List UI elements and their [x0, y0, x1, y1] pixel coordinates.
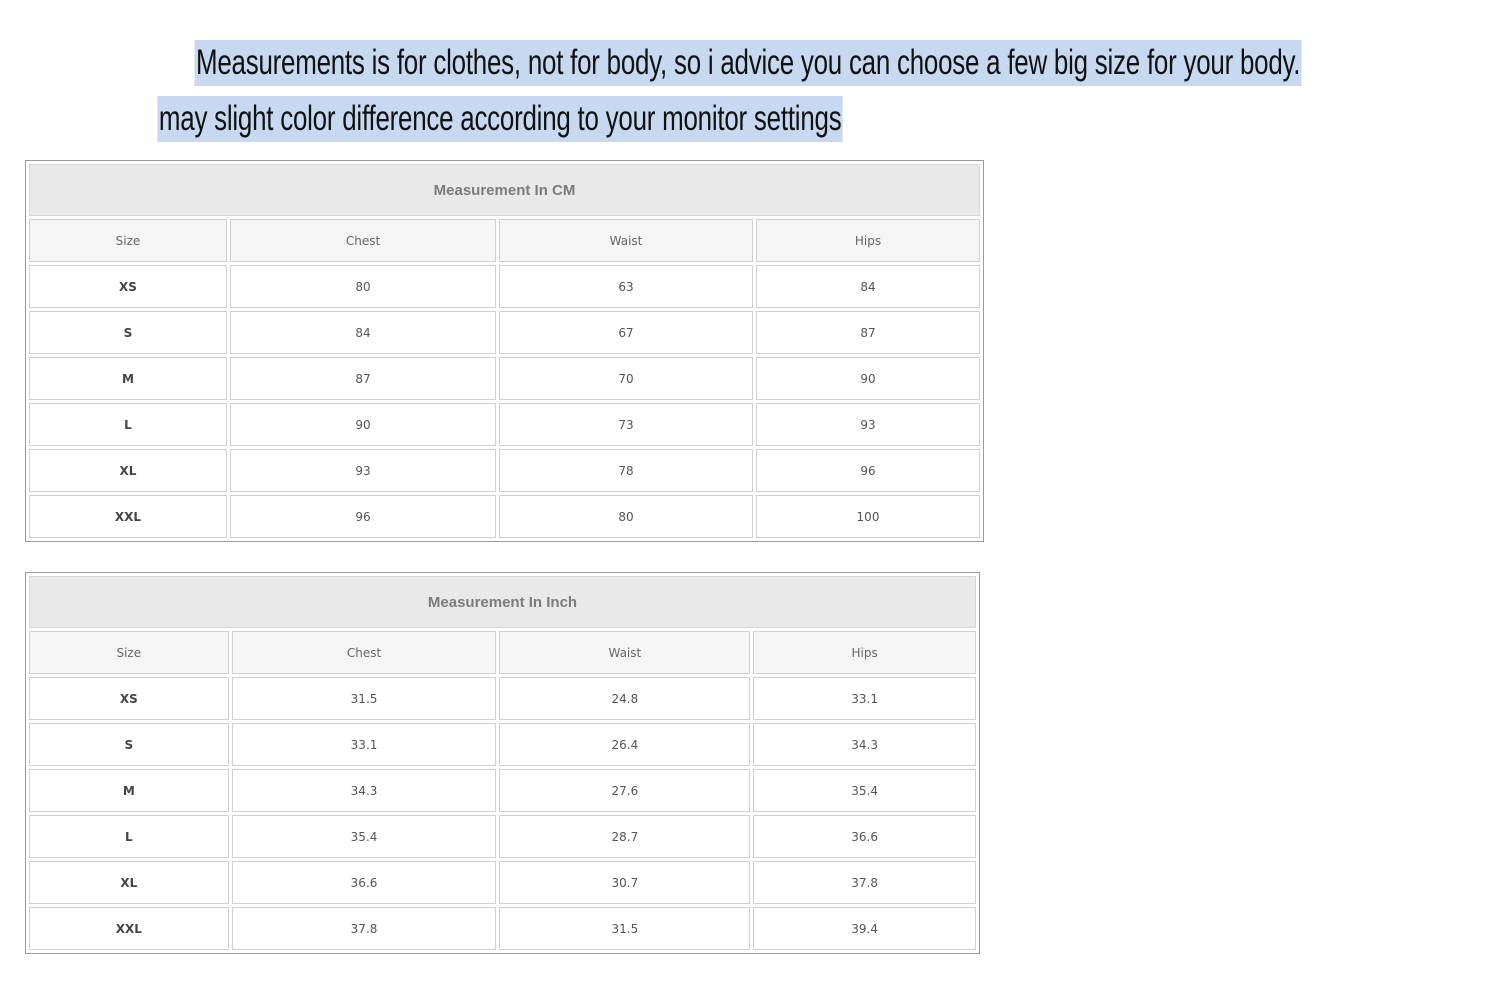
chest-cell: 96 [230, 495, 496, 538]
waist-cell: 24.8 [499, 677, 750, 720]
table-row [29, 449, 980, 492]
column-header-size: Size [29, 631, 229, 674]
table-row [29, 815, 976, 858]
table-title: Measurement In CM [29, 164, 980, 216]
chest-cell: 87 [230, 357, 496, 400]
chest-cell: 37.8 [232, 907, 497, 950]
table-row [29, 311, 980, 354]
size-cell: M [29, 769, 229, 812]
waist-cell: 30.7 [499, 861, 750, 904]
waist-cell: 78 [499, 449, 753, 492]
table-row [29, 677, 976, 720]
size-cell: XS [29, 677, 229, 720]
chest-cell: 36.6 [232, 861, 497, 904]
waist-cell: 27.6 [499, 769, 750, 812]
table-title: Measurement In Inch [29, 576, 976, 628]
size-cell: XXL [29, 907, 229, 950]
hips-cell: 34.3 [753, 723, 976, 766]
hips-cell: 96 [756, 449, 980, 492]
table-row [29, 723, 976, 766]
table-row [29, 265, 980, 308]
hips-cell: 84 [756, 265, 980, 308]
waist-cell: 31.5 [499, 907, 750, 950]
chest-cell: 93 [230, 449, 496, 492]
waist-cell: 28.7 [499, 815, 750, 858]
waist-cell: 26.4 [499, 723, 750, 766]
size-cell: XL [29, 861, 229, 904]
hips-cell: 90 [756, 357, 980, 400]
hips-cell: 100 [756, 495, 980, 538]
color-difference-notice [0, 96, 1000, 142]
column-header-waist: Waist [499, 219, 753, 262]
chest-cell: 31.5 [232, 677, 497, 720]
hips-cell: 39.4 [753, 907, 976, 950]
column-header-waist: Waist [499, 631, 750, 674]
chest-cell: 80 [230, 265, 496, 308]
chest-cell: 34.3 [232, 769, 497, 812]
waist-cell: 67 [499, 311, 753, 354]
size-cell: S [29, 311, 227, 354]
measurement-notice [0, 40, 1301, 86]
size-cell: M [29, 357, 227, 400]
table-row [29, 907, 976, 950]
waist-cell: 73 [499, 403, 753, 446]
column-header-chest: Chest [232, 631, 497, 674]
size-cell: S [29, 723, 229, 766]
chest-cell: 90 [230, 403, 496, 446]
chest-cell: 33.1 [232, 723, 497, 766]
hips-cell: 37.8 [753, 861, 976, 904]
column-header-hips: Hips [756, 219, 980, 262]
hips-cell: 35.4 [753, 769, 976, 812]
table-header-row [29, 631, 976, 674]
table-row [29, 495, 980, 538]
size-cell: XL [29, 449, 227, 492]
waist-cell: 80 [499, 495, 753, 538]
column-header-size: Size [29, 219, 227, 262]
column-header-hips: Hips [753, 631, 976, 674]
hips-cell: 93 [756, 403, 980, 446]
waist-cell: 70 [499, 357, 753, 400]
size-table-inch [25, 572, 980, 954]
hips-cell: 87 [756, 311, 980, 354]
table-row [29, 861, 976, 904]
waist-cell: 63 [499, 265, 753, 308]
size-cell: L [29, 815, 229, 858]
size-table-cm [25, 160, 984, 542]
table-row [29, 357, 980, 400]
measurement-notice-text: Measurements is for clothes, not for body, so i advice you can choose a few big size for your body. [195, 40, 1302, 86]
size-cell: XS [29, 265, 227, 308]
table-row [29, 769, 976, 812]
table-row [29, 403, 980, 446]
size-cell: XXL [29, 495, 227, 538]
hips-cell: 36.6 [753, 815, 976, 858]
hips-cell: 33.1 [753, 677, 976, 720]
chest-cell: 84 [230, 311, 496, 354]
chest-cell: 35.4 [232, 815, 497, 858]
column-header-chest: Chest [230, 219, 496, 262]
size-cell: L [29, 403, 227, 446]
table-header-row [29, 219, 980, 262]
color-difference-notice-text: may slight color difference according to your monitor settings [157, 96, 842, 142]
